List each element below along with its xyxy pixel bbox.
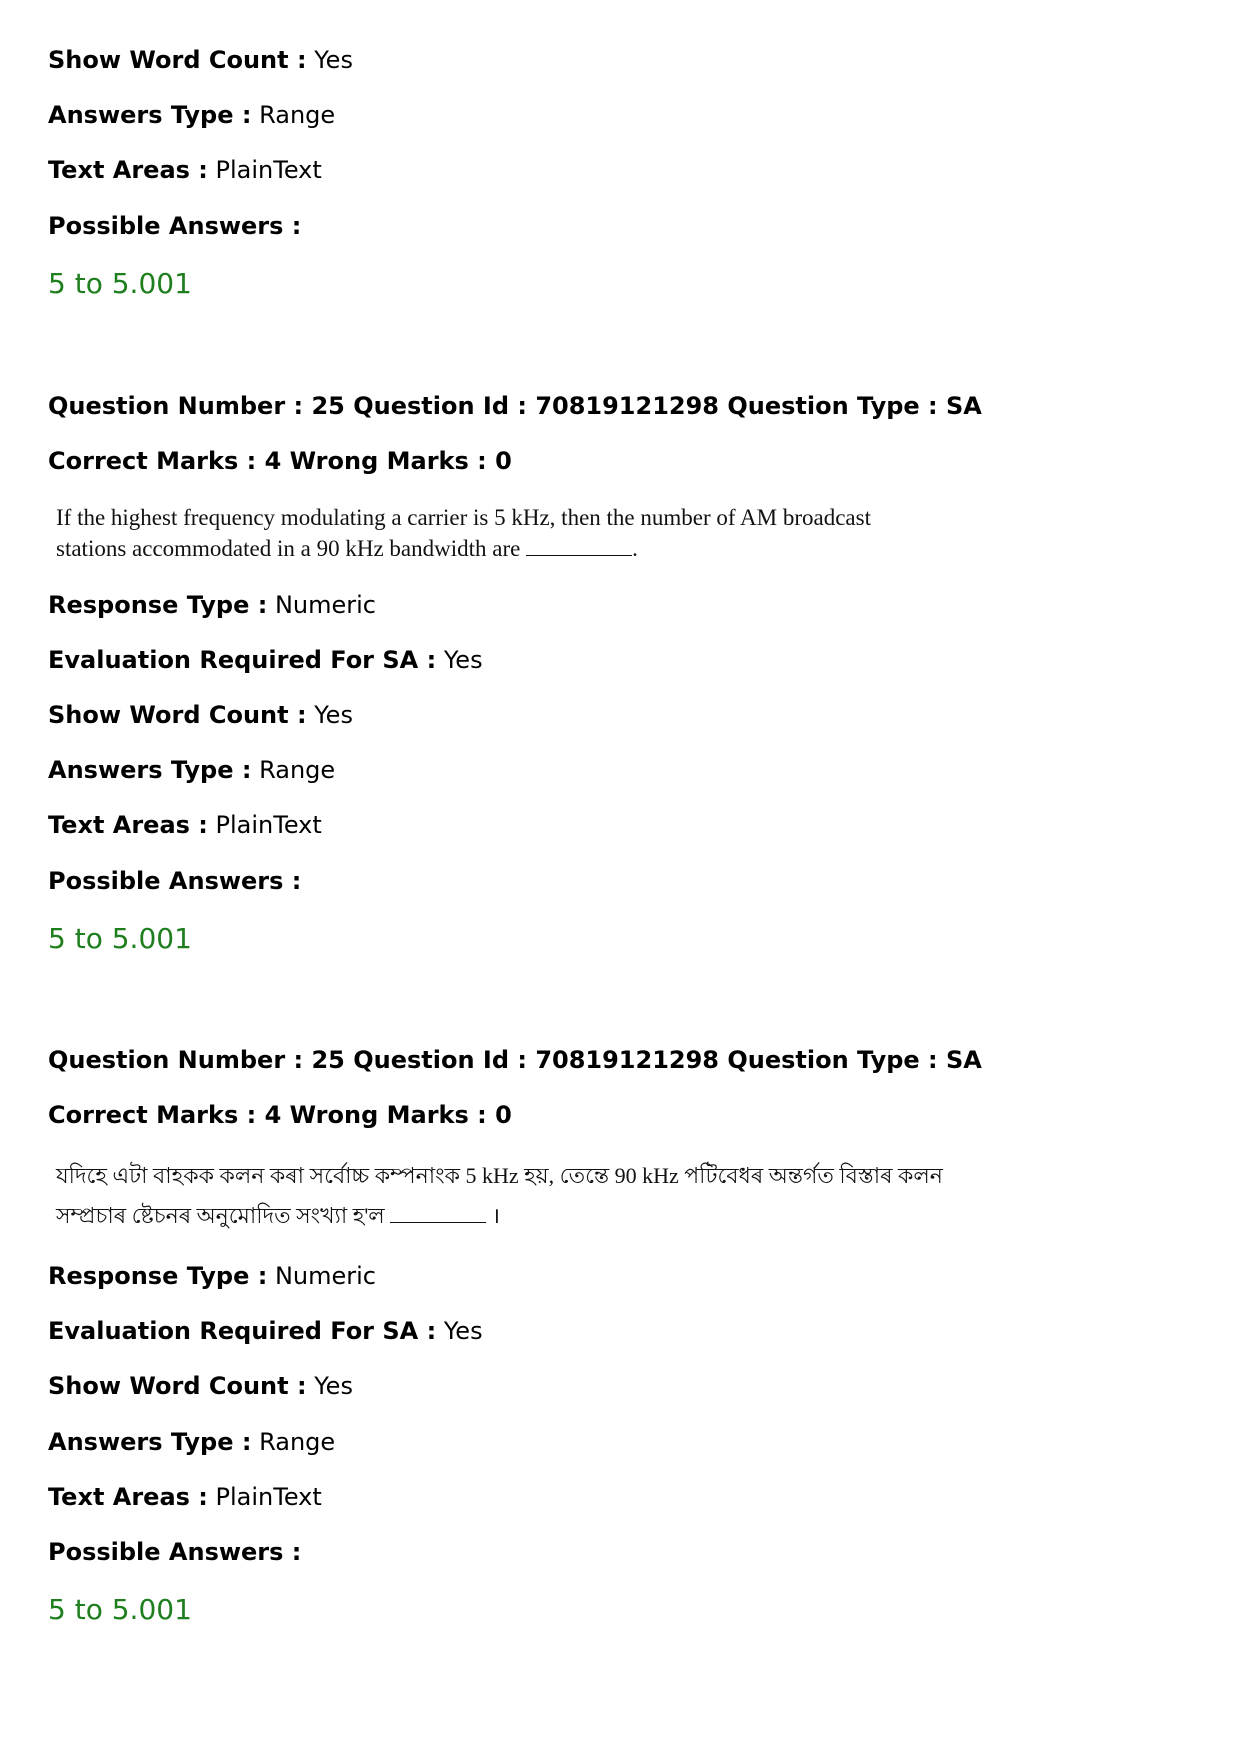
response-type-line: Response Type : Numeric bbox=[48, 591, 376, 619]
question-text-line: যদিহে এটা বাহকক কলন কৰা সৰ্বোচ্চ কম্পনাংক 5 kHz হয়, তেন্তে 90 kHz পটিবেধৰ অন্তৰ্গত বিস্তাৰ কলন bbox=[56, 1163, 943, 1188]
possible-answer-value: 5 to 5.001 bbox=[48, 267, 192, 300]
text-areas-line bbox=[48, 154, 322, 186]
question-text-line: সম্প্ৰচাৰ ষ্টেচনৰ অনুমোদিত সংখ্যা হ'ল । bbox=[56, 1203, 501, 1228]
possible-answers-line: Possible Answers : bbox=[48, 1538, 302, 1566]
question-marks: Correct Marks : 4 Wrong Marks : 0 bbox=[48, 1101, 512, 1129]
question-text-image bbox=[56, 502, 871, 564]
response-type-line: Response Type : Numeric bbox=[48, 1262, 376, 1290]
answers-type-label: Answers Type : bbox=[48, 101, 252, 129]
answers-type-line: Answers Type : Range bbox=[48, 1428, 336, 1456]
question-header: Question Number : 25 Question Id : 70819121298 Question Type : SA bbox=[48, 392, 982, 420]
question-text-line: stations accommodated in a 90 kHz bandwidth are . bbox=[56, 536, 638, 561]
answer-blank bbox=[526, 555, 632, 556]
evaluation-required-line: Evaluation Required For SA : Yes bbox=[48, 1317, 483, 1345]
possible-answers-line bbox=[48, 210, 301, 242]
show-word-count-line: Show Word Count : Yes bbox=[48, 701, 353, 729]
show-word-count-line bbox=[48, 44, 353, 76]
answers-type-line bbox=[48, 99, 335, 131]
text-areas-label: Text Areas : bbox=[48, 156, 208, 184]
text-areas-value: PlainText bbox=[215, 156, 322, 184]
evaluation-required-line: Evaluation Required For SA : Yes bbox=[48, 646, 483, 674]
possible-answers-line: Possible Answers : bbox=[48, 867, 302, 895]
possible-answers-label: Possible Answers : bbox=[48, 212, 302, 240]
possible-answer-value: 5 to 5.001 bbox=[48, 922, 192, 955]
possible-answer-value: 5 to 5.001 bbox=[48, 1593, 192, 1626]
answer-blank bbox=[390, 1222, 486, 1223]
show-word-count-line: Show Word Count : Yes bbox=[48, 1372, 353, 1400]
answers-type-value: Range bbox=[259, 101, 336, 129]
question-text-image bbox=[56, 1156, 943, 1236]
show-word-count-value: Yes bbox=[314, 46, 353, 74]
text-areas-line: Text Areas : PlainText bbox=[48, 811, 322, 839]
question-marks: Correct Marks : 4 Wrong Marks : 0 bbox=[48, 447, 512, 475]
question-header: Question Number : 25 Question Id : 70819121298 Question Type : SA bbox=[48, 1046, 982, 1074]
answers-type-line: Answers Type : Range bbox=[48, 756, 336, 784]
question-text-line: If the highest frequency modulating a carrier is 5 kHz, then the number of AM broadcast bbox=[56, 505, 871, 530]
text-areas-line: Text Areas : PlainText bbox=[48, 1483, 322, 1511]
show-word-count-label: Show Word Count : bbox=[48, 46, 307, 74]
